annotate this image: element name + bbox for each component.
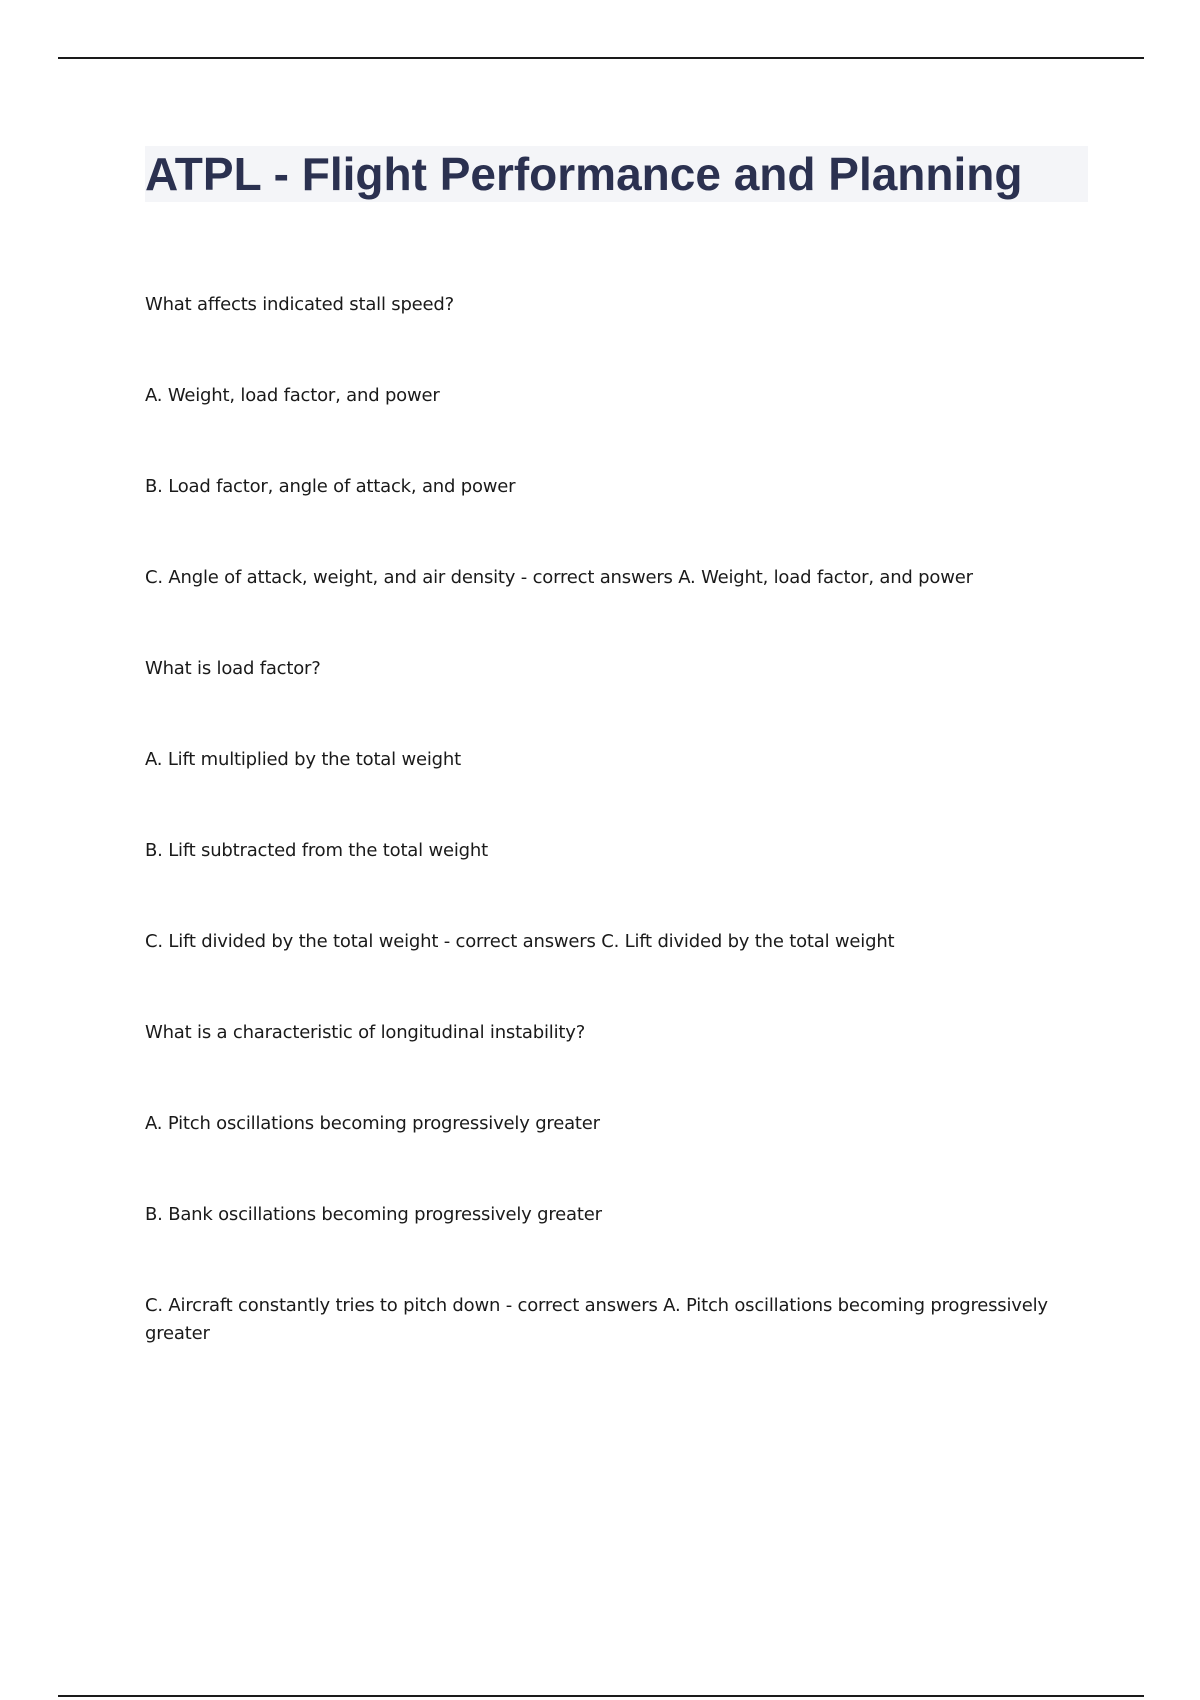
question-1-option-c-answer: C. Angle of attack, weight, and air density - correct answers A. Weight, load factor, and power (145, 567, 973, 588)
question-2: What is load factor? (145, 658, 321, 679)
question-1: What affects indicated stall speed? (145, 294, 455, 315)
question-3-option-b: B. Bank oscillations becoming progressively greater (145, 1204, 602, 1225)
question-3-option-c-answer: C. Aircraft constantly tries to pitch down - correct answers A. Pitch oscillations becoming progressively greater (145, 1295, 1048, 1344)
question-2-option-c-answer: C. Lift divided by the total weight - correct answers C. Lift divided by the total weight (145, 931, 895, 952)
question-1-option-b: B. Load factor, angle of attack, and power (145, 476, 516, 497)
page-title: ATPL - Flight Performance and Planning (145, 148, 1023, 200)
question-2-option-a: A. Lift multiplied by the total weight (145, 749, 461, 770)
qa-content (145, 291, 1075, 1411)
top-rule (58, 57, 1144, 59)
question-3-option-a: A. Pitch oscillations becoming progressively greater (145, 1113, 600, 1134)
bottom-rule (58, 1695, 1144, 1697)
question-2-option-b: B. Lift subtracted from the total weight (145, 840, 488, 861)
question-3: What is a characteristic of longitudinal instability? (145, 1022, 586, 1043)
question-1-option-a: A. Weight, load factor, and power (145, 385, 440, 406)
